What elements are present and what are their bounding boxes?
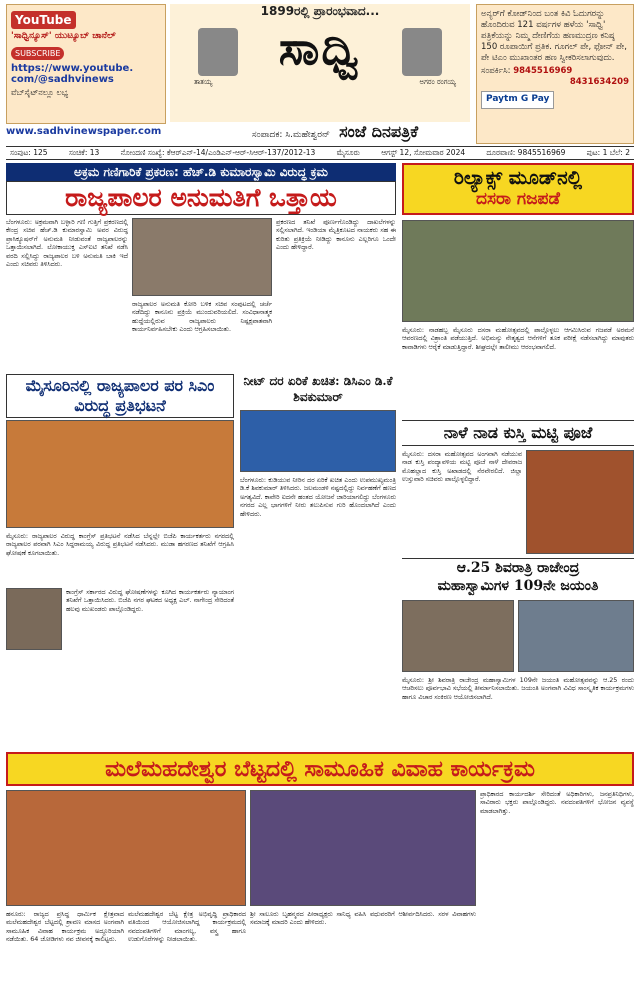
- kusti-photo: [526, 450, 634, 554]
- issue: ಸಂಚಿಕೆ: 13: [68, 148, 100, 157]
- pages-price: ಪುಟ: 1 ಬೆಲೆ: 2: [586, 148, 630, 157]
- contact-phone-2: 8431634209: [569, 77, 629, 88]
- wedding-body-3: ಶ್ರೀ ಸಾಲೂರು ಬೃಹನ್ಮಠದ ಪೀಠಾಧ್ಯಕ್ಷರು ಸಾನಿಧ್ಯ ವಹಿಸಿ ವಧುವರರಿಗೆ ಆಶೀರ್ವದಿಸಿದರು. ಸರಳ ವಿವಾಹಗಳು ಸಮಾಜಕ್ಕೆ ಮಾದರಿ ಎಂದು ಹೇಳಿದರು.: [250, 910, 476, 927]
- kusti-body: ಮೈಸೂರು: ದಸರಾ ಮಹೋತ್ಸವದ ಅಂಗವಾಗಿ ನಡೆಯುವ ನಾಡ ಕುಸ್ತಿ ಪಂದ್ಯಾವಳಿಯ ಮಟ್ಟಿ ಪೂಜೆ ನಾಳೆ ದೇವರಾಜ ಮೊಹಲ್ಲಾದ ಕುಸ್ತಿ ಅಖಾಡದಲ್ಲಿ ನೆರವೇರಲಿದೆ. ಜಿಲ್ಲಾ ಉಸ್ತುವಾರಿ ಸಚಿವರು ಪಾಲ್ಗೊಳ್ಳಲಿದ್ದಾರೆ.: [402, 450, 522, 484]
- editor-line: [200, 122, 470, 142]
- donation-box: [476, 4, 634, 144]
- subscribe-badge[interactable]: SUBSCRIBE: [11, 47, 64, 60]
- contact-label: ಸಂಪರ್ಕಿಸಿ:: [481, 66, 511, 77]
- dasara-elephants-photo: [402, 220, 634, 322]
- founder-left-name: ತಾತಯ್ಯ: [194, 78, 213, 86]
- wedding-body-4: ಪ್ರಾಧಿಕಾರದ ಕಾರ್ಯದರ್ಶಿ ಸೇರಿದಂತೆ ಅಧಿಕಾರಿಗಳು, ಜನಪ್ರತಿನಿಧಿಗಳು, ಸಾವಿರಾರು ಭಕ್ತರು ಪಾಲ್ಗೊಂಡಿದ್ದರು. ನವದಂಪತಿಗಳಿಗೆ ಭೋಜನ ವ್ಯವಸ್ಥೆ ಮಾಡಲಾಗಿತ್ತು.: [480, 790, 634, 815]
- newspaper-name: ಸಾಧ್ವಿ: [278, 21, 362, 75]
- lead-col-2: ರಾಜ್ಯಪಾಲರ ಅನುಮತಿ ಕೋರಿ ಬಳಿಕ ಸಚಿವ ಸಂಪುಟದಲ್ಲಿ ಚರ್ಚೆ ನಡೆದಿದ್ದು ಕಾನೂನು ಪ್ರಕ್ರಿಯೆ ಮುಂದುವರಿಯಲಿದೆ. ಸಂವಿಧಾನಾತ್ಮಕ ಹುದ್ದೆಯಲ್ಲಿರುವ ರಾಜ್ಯಪಾಲರು ನಿಷ್ಪಕ್ಷಪಾತವಾಗಿ ಕಾರ್ಯನಿರ್ವಹಿಸಬೇಕು ಎಂದು ಆಗ್ರಹಿಸಲಾಯಿತು.: [132, 300, 272, 334]
- payment-logos: Paytm G Pay: [481, 91, 554, 109]
- editor-name: ಸಂಪಾದಕ: ಸಿ.ಮಹೇಶ್ವರನ್: [251, 130, 330, 140]
- kusti-headline: ನಾಳೆ ನಾಡ ಕುಸ್ತಿ ಮಟ್ಟಿ ಪೂಜೆ: [402, 420, 634, 446]
- dasara-headline-2: ದಸರಾ ಗಜಪಡೆ: [476, 189, 560, 209]
- registration: ನೋಂದಣಿ ಸಂಖ್ಯೆ: ಕೆಆರ್‌ಎನ್‌-14/ಎಂಡಿಎನ್-ಆರ್-ಸಿಆರ್-137/2012-13: [120, 148, 316, 157]
- protest-body: ಕಾಂಗ್ರೆಸ್ ಸರ್ಕಾರದ ವಿರುದ್ಧ ಘೋಷಣೆಗಳನ್ನು ಕೂಗಿದ ಕಾರ್ಯಕರ್ತರು ನ್ಯಾಯಾಂಗ ತನಿಖೆಗೆ ಒತ್ತಾಯಿಸಿದರು. ಬಿಜೆಪಿ ನಗರ ಘಟಕದ ಅಧ್ಯಕ್ಷ ಎಲ್. ನಾಗೇಂದ್ರ ಸೇರಿದಂತೆ ಹಲವು ಮುಖಂಡರು ಪಾಲ್ಗೊಂಡಿದ್ದರು.: [66, 588, 234, 613]
- lead-photo: [132, 218, 272, 296]
- protest-photo: [6, 420, 234, 528]
- dasara-headline-1: ರಿಲ್ಯಾಕ್ಸ್ ಮೂಡ್‌ನಲ್ಲಿ: [453, 167, 583, 189]
- founder-right-portrait: [402, 28, 442, 76]
- wedding-body-1: ಹನೂರು: ರಾಜ್ಯದ ಪ್ರಸಿದ್ಧ ಧಾರ್ಮಿಕ ಕ್ಷೇತ್ರವಾದ ಮಲೆಮಹದೇಶ್ವರ ಬೆಟ್ಟದಲ್ಲಿ ಶ್ರಾವಣ ಮಾಸದ ಅಂಗವಾಗಿ ಸಾಮೂಹಿಕ ವಿವಾಹ ಕಾರ್ಯಕ್ರಮ ಅದ್ದೂರಿಯಾಗಿ ನಡೆಯಿತು. 64 ಜೋಡಿಗಳು ನವ ಜೀವನಕ್ಕೆ ಕಾಲಿಟ್ಟರು.: [6, 910, 124, 944]
- protest-headline: ಮೈಸೂರಿನಲ್ಲಿ ರಾಜ್ಯಪಾಲರ ಪರ ಸಿಎಂ ವಿರುದ್ಧ ಪ್ರತಿಭಟನೆ: [6, 374, 234, 418]
- jayanti-body: ಮೈಸೂರು: ಶ್ರೀ ಶಿವರಾತ್ರಿ ರಾಜೇಂದ್ರ ಮಹಾಸ್ವಾಮಿಗಳ 109ನೇ ಜಯಂತಿ ಮಹೋತ್ಸವವನ್ನು ಆ.25 ರಂದು ಆಚರಿಸಲು ಪೂರ್ವಭಾವಿ ಸಭೆಯಲ್ಲಿ ತೀರ್ಮಾನಿಸಲಾಯಿತು. ಜಯಂತಿ ಅಂಗವಾಗಿ ವಿವಿಧ ಸಾಂಸ್ಕೃತಿಕ ಕಾರ್ಯಕ್ರಮಗಳು ಹಾಗೂ ವಿಚಾರ ಸಂಕಿರಣ ಆಯೋಜಿಸಲಾಗಿದೆ.: [402, 676, 634, 701]
- since-year: 1899ರಲ್ಲಿ ಪ್ರಾರಂಭವಾದ...: [260, 4, 380, 18]
- protest-caption: ಮೈಸೂರು: ರಾಜ್ಯಪಾಲರ ವಿರುದ್ಧ ಕಾಂಗ್ರೆಸ್ ಪ್ರತಿಭಟನೆ ನಡೆಸಿದ ಬೆನ್ನಲ್ಲೇ ಬಿಜೆಪಿ ಕಾರ್ಯಕರ್ತರು ನಗರದಲ್ಲಿ ರಾಜ್ಯಪಾಲರ ಪರವಾಗಿ ಸಿಎಂ ಸಿದ್ದರಾಮಯ್ಯ ವಿರುದ್ಧ ಪ್ರತಿಭಟನೆ ನಡೆಸಿದರು. ಮುಡಾ ಹಗರಣದ ತನಿಖೆಗೆ ಆಗ್ರಹಿಸಿ ಘೋಷಣೆ ಕೂಗಲಾಯಿತು.: [6, 532, 234, 557]
- protest-inset-photo: [6, 588, 62, 650]
- wedding-body-2: ಮಲೆಮಹದೇಶ್ವರ ಬೆಟ್ಟ ಕ್ಷೇತ್ರ ಅಭಿವೃದ್ಧಿ ಪ್ರಾಧಿಕಾರದ ವತಿಯಿಂದ ಆಯೋಜಿಸಲಾಗಿದ್ದ ಕಾರ್ಯಕ್ರಮದಲ್ಲಿ ನವದಂಪತಿಗಳಿಗೆ ಮಾಂಗಲ್ಯ, ವಸ್ತ್ರ ಹಾಗೂ ಉಡುಗೊರೆಗಳನ್ನು ನೀಡಲಾಯಿತು.: [128, 910, 246, 944]
- wedding-photo-1: [6, 790, 246, 906]
- jayanti-photo-1: [402, 600, 514, 672]
- jayanti-headline: [402, 558, 634, 595]
- wedding-headline: ಮಲೆಮಹದೇಶ್ವರ ಬೆಟ್ಟದಲ್ಲಿ ಸಾಮೂಹಿಕ ವಿವಾಹ ಕಾರ್ಯಕ್ರಮ: [6, 752, 634, 786]
- dasara-headline-box: [402, 163, 634, 215]
- city: ಮೈಸೂರು: [336, 148, 360, 157]
- contact-phone-1: 9845516969: [513, 66, 573, 77]
- neet-headline: ನೀಟ್ ದರ ಏರಿಕೆ ಖಚಿತ: ಡಿಸಿಎಂ ಡಿ.ಕೆ ಶಿವಕುಮಾರ್: [243, 374, 393, 404]
- lead-kicker: ಅಕ್ರಮ ಗಣಿಗಾರಿಕೆ ಪ್ರಕರಣ: ಹೆಚ್.ಡಿ ಕುಮಾರಸ್ವಾಮಿ ವಿರುದ್ಧ ಕ್ರಮ: [6, 163, 396, 182]
- volume: ಸಂಪುಟ: 125: [10, 148, 48, 157]
- jayanti-headline-1: ಆ.25 ಶಿವರಾತ್ರಿ ರಾಜೇಂದ್ರ: [456, 560, 580, 576]
- neet-photo: [240, 410, 396, 472]
- donation-text: ಅನ್ಯರ್‌ಗೆ ಕೋಡ್‌ನಿಂದ ಬಂತ ಕಿವಿ ಓದುಗರನ್ನು ಹೊಂದಿರುವ 121 ವರ್ಷಗಳ ಹಳೆಯ 'ಸಾಧ್ವಿ' ಪತ್ರಿಕೆಯನ್ನು ನಿಮ್ಮ ದೇಣಿಗೆಯ ಹಣಮುದ್ರಣ ಕನಿಷ್ಠ 150 ರೂಪಾಯಿಗೆ ಪ್ರತಿಕ. ಗೂಗಲ್ ಪೇ, ಫೋನ್ ಪೇ, ಪೇ ಟಿಎಂ ಮುಖಾಂತರ ಹಣ ಸ್ವೀಕರಿಸಲಾಗುವುದು.: [481, 9, 627, 64]
- dasara-body: ಮೈಸೂರು: ನಾಡಹಬ್ಬ ಮೈಸೂರು ದಸರಾ ಮಹೋತ್ಸವದಲ್ಲಿ ಪಾಲ್ಗೊಳ್ಳಲು ಆಗಮಿಸಿರುವ ಗಜಪಡೆ ಅರಮನೆ ಆವರಣದಲ್ಲಿ ವಿಶ್ರಾಂತಿ ಪಡೆಯುತ್ತಿದೆ. ಅಭಿಮನ್ಯು ನೇತೃತ್ವದ ಆನೆಗಳಿಗೆ ತೂಕ ಪರೀಕ್ಷೆ ನಡೆಸಲಾಗಿದ್ದು ಮಾವುತರು ಕಾವಾಡಿಗಳು ಆರೈಕೆ ಮಾಡುತ್ತಿದ್ದಾರೆ. ಶೀಘ್ರದಲ್ಲೇ ತಾಲೀಮು ಆರಂಭವಾಗಲಿದೆ.: [402, 326, 634, 351]
- youtube-logo: YouTube: [11, 11, 76, 29]
- neet-body: ಬೆಂಗಳೂರು: ಕುಡಿಯುವ ನೀರಿನ ದರ ಏರಿಕೆ ಖಚಿತ ಎಂದು ಉಪಮುಖ್ಯಮಂತ್ರಿ ಡಿ.ಕೆ ಶಿವಕುಮಾರ್ ತಿಳಿಸಿದರು. ಜಲಮಂಡಳಿ ನಷ್ಟದಲ್ಲಿದ್ದು ನಿರ್ವಹಣೆಗೆ ಹಣದ ಅಗತ್ಯವಿದೆ. ಕಾವೇರಿ ಐದನೇ ಹಂತದ ಯೋಜನೆ ಜಾರಿಯಾಗಲಿದ್ದು ಬೆಂಗಳೂರು ನಗರದ ಎಲ್ಲ ಭಾಗಗಳಿಗೆ ನೀರು ತಲುಪಿಸುವ ಗುರಿ ಹೊಂದಲಾಗಿದೆ ಎಂದು ಹೇಳಿದರು.: [240, 476, 396, 518]
- founder-right-name: ಅಗರಂ ರಂಗಯ್ಯ: [419, 78, 456, 86]
- phone: ದೂರವಾಣಿ: 9845516969: [486, 148, 566, 157]
- youtube-promo: [6, 4, 166, 124]
- date: ಆಗಸ್ಟ್ 12, ಸೋಮವಾರ 2024: [381, 148, 466, 157]
- wedding-photo-2: [250, 790, 476, 906]
- youtube-url-line1[interactable]: https://www.youtube.: [11, 63, 134, 74]
- masthead: [170, 4, 470, 122]
- youtube-channel-label: 'ಸಾಧ್ವಿನ್ಯೂಸ್' ಯುಟ್ಯೂಬ್ ಚಾನೆಲ್: [11, 31, 116, 41]
- jayanti-headline-2: ಮಹಾಸ್ವಾಮಿಗಳ 109ನೇ ಜಯಂತಿ: [437, 578, 599, 595]
- lead-col-1: ಬೆಂಗಳೂರು: ಅಕ್ರಮವಾಗಿ ಬಳ್ಳಾರಿ ಗಣಿ ಗುತ್ತಿಗೆ ಪ್ರಕರಣದಲ್ಲಿ ಕೇಂದ್ರ ಸಚಿವ ಹೆಚ್.ಡಿ ಕುಮಾರಸ್ವಾಮಿ ಅವರ ವಿರುದ್ಧ ಪ್ರಾಸಿಕ್ಯೂಷನ್‌ಗೆ ಅನುಮತಿ ನೀಡುವಂತೆ ರಾಜ್ಯಪಾಲರನ್ನು ಒತ್ತಾಯಿಸಲಾಗಿದೆ. ಲೋಕಾಯುಕ್ತ ಎಸ್‌ಐಟಿ ತನಿಖೆ ನಡೆಸಿ ವರದಿ ಸಲ್ಲಿಸಿದ್ದು ರಾಜ್ಯಪಾಲರ ಬಳಿ ಅನುಮತಿ ಬಾಕಿ ಇದೆ ಎಂದು ಸಚಿವರು ತಿಳಿಸಿದರು.: [6, 218, 128, 269]
- newspaper-subtitle: ಸಂಜೆ ದಿನಪತ್ರಿಕೆ: [339, 122, 419, 141]
- lead-headline: ರಾಜ್ಯಪಾಲರ ಅನುಮತಿಗೆ ಒತ್ತಾಯ: [6, 181, 396, 215]
- youtube-url-line2[interactable]: com/@sadhvinews: [11, 74, 114, 85]
- website-available-label: ವೆಬ್‌ಸೈಟ್‌ನಲ್ಲೂ ಲಭ್ಯ: [11, 88, 69, 97]
- info-bar: [6, 146, 634, 160]
- jayanti-photo-2: [518, 600, 634, 672]
- founder-left-portrait: [198, 28, 238, 76]
- lead-col-3: ಪ್ರಕರಣದ ತನಿಖೆ ಪೂರ್ಣಗೊಂಡಿದ್ದು ದಾಖಲೆಗಳನ್ನು ಸಲ್ಲಿಸಲಾಗಿದೆ. ಇಂಡಿಯಾ ಮೈತ್ರಿಕೂಟದ ನಾಯಕರು ಸಹ ಈ ಕುರಿತು ಪ್ರತಿಕ್ರಿಯೆ ನೀಡಿದ್ದು ಕಾನೂನು ಎಲ್ಲರಿಗೂ ಒಂದೇ ಎಂದು ಹೇಳಿದ್ದಾರೆ.: [276, 218, 396, 252]
- website-url[interactable]: www.sadhvinewspaper.com: [6, 126, 162, 137]
